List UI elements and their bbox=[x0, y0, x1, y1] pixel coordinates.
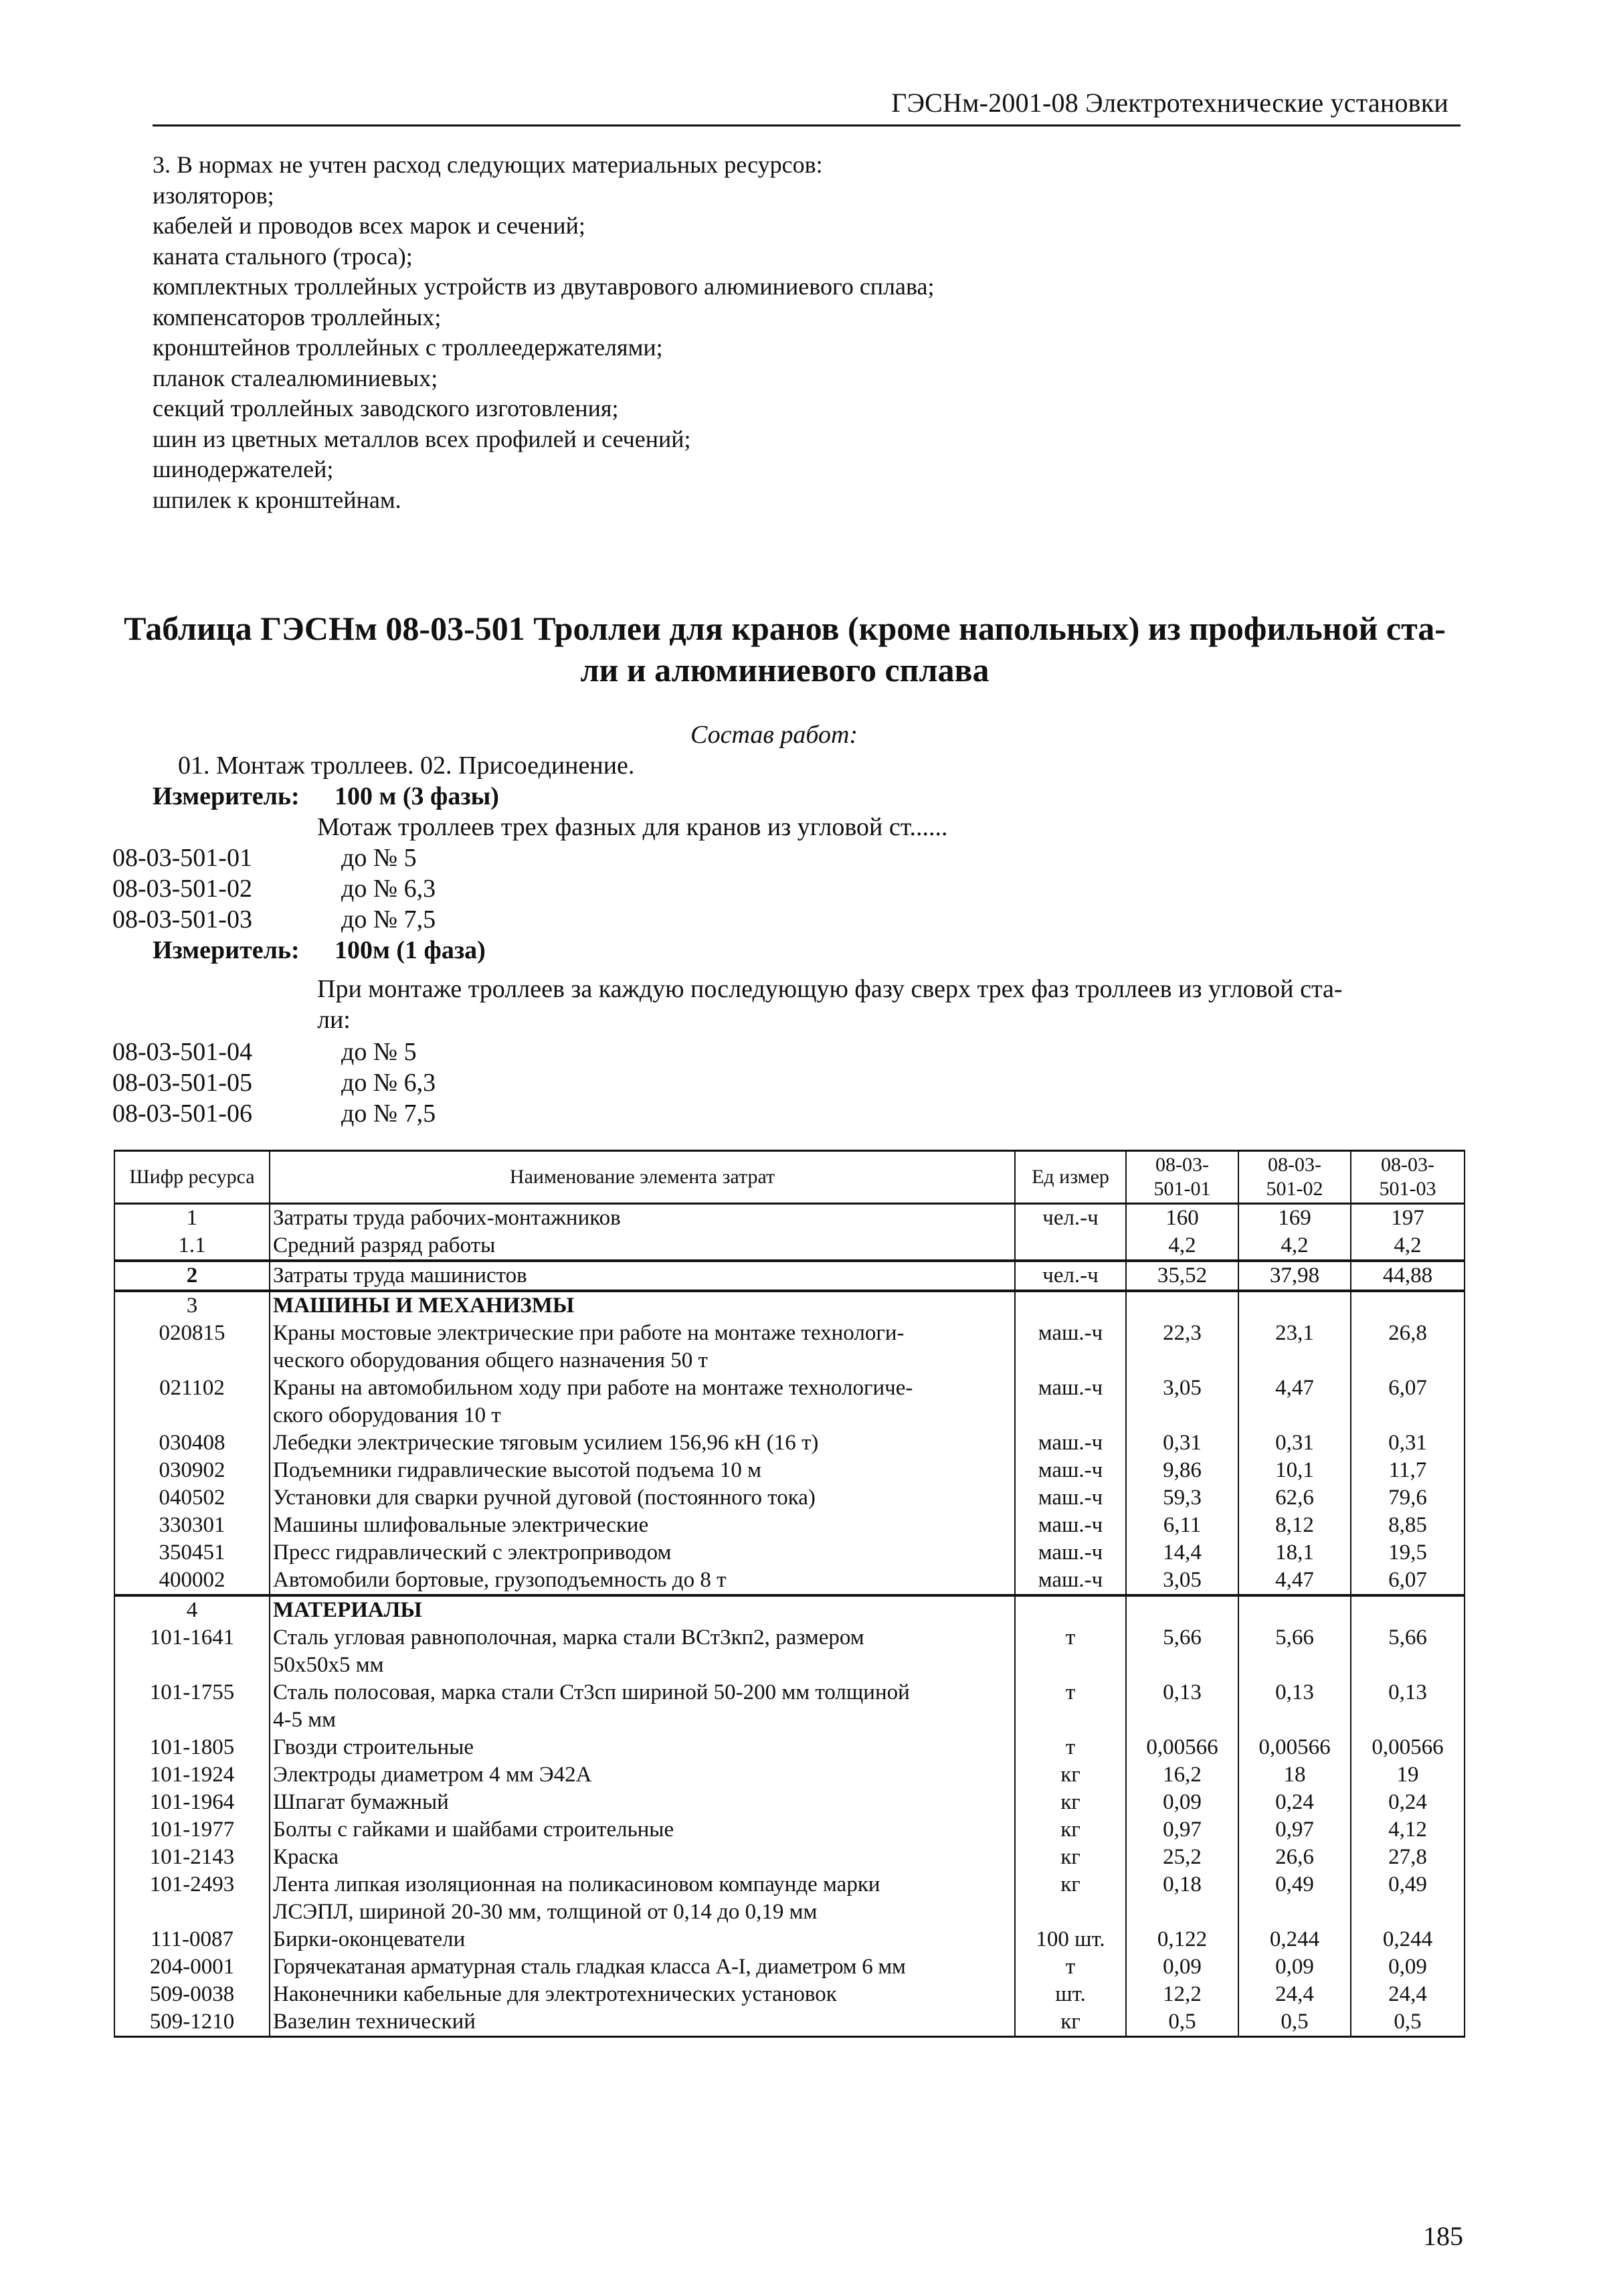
cell-v2: 24,4 bbox=[1238, 1981, 1351, 2008]
cell-v1: 0,13 bbox=[1126, 1679, 1238, 1734]
cell-unit: т bbox=[1015, 1734, 1126, 1761]
cell-v1: 9,86 bbox=[1126, 1457, 1238, 1484]
cell-code: 101-1641 bbox=[114, 1624, 270, 1679]
cell-v2: 26,6 bbox=[1238, 1844, 1351, 1871]
cell-v3: 5,66 bbox=[1351, 1624, 1465, 1679]
cell-v1: 0,31 bbox=[1126, 1429, 1238, 1457]
table-section-row bbox=[114, 1595, 1465, 1624]
table-header-row bbox=[114, 1151, 1465, 1204]
header-unit: Ед измер bbox=[1015, 1151, 1126, 1204]
note-line: кабелей и проводов всех марок и сечений; bbox=[153, 212, 585, 239]
table-row bbox=[114, 1375, 1465, 1429]
cell-v3: 26,8 bbox=[1351, 1320, 1465, 1375]
table-row bbox=[114, 1429, 1465, 1457]
cell-code: 4 bbox=[114, 1595, 270, 1624]
cell-v3: 8,85 bbox=[1351, 1512, 1465, 1539]
note-line: кронштейнов троллейных с троллеедержателями; bbox=[153, 334, 663, 361]
norm-code: 08-03-501-03 bbox=[112, 905, 252, 934]
table-row bbox=[114, 1539, 1465, 1567]
cell-code: 1.1 bbox=[114, 1232, 270, 1261]
header-name: Наименование элемента затрат bbox=[270, 1151, 1015, 1204]
cell-v3 bbox=[1351, 1595, 1465, 1624]
header-col1 bbox=[1126, 1151, 1238, 1204]
cell-code: 350451 bbox=[114, 1539, 270, 1567]
cell-name-line1: Лента липкая изоляционная на поликасиновом компаунде марки bbox=[273, 1872, 880, 1896]
header-col3-b: 501-03 bbox=[1379, 1178, 1436, 1200]
cell-code: 3 bbox=[114, 1291, 270, 1320]
cell-v2: 0,24 bbox=[1238, 1789, 1351, 1816]
cell-v2: 0,97 bbox=[1238, 1816, 1351, 1844]
cell-v1: 16,2 bbox=[1126, 1761, 1238, 1789]
header-col3-a: 08-03- bbox=[1381, 1154, 1434, 1176]
cell-unit: шт. bbox=[1015, 1981, 1126, 2008]
group2-description-line1: При монтаже троллеев за каждую последующую фазу сверх трех фаз троллеев из угловой ста- bbox=[317, 975, 1343, 1003]
norm-code: 08-03-501-04 bbox=[112, 1038, 252, 1066]
cell-code: 101-1924 bbox=[114, 1761, 270, 1789]
cell-v1: 59,3 bbox=[1126, 1484, 1238, 1512]
cell-v3: 6,07 bbox=[1351, 1375, 1465, 1429]
cell-unit: кг bbox=[1015, 1816, 1126, 1844]
table-row bbox=[114, 1204, 1465, 1233]
table-row bbox=[114, 1320, 1465, 1375]
cell-unit: маш.-ч bbox=[1015, 1375, 1126, 1429]
cell-v2: 0,13 bbox=[1238, 1679, 1351, 1734]
cell-v1: 3,05 bbox=[1126, 1375, 1238, 1429]
cell-v3: 0,24 bbox=[1351, 1789, 1465, 1816]
cell-name: Подъемники гидравлические высотой подъема 10 м bbox=[270, 1457, 1015, 1484]
table-row bbox=[114, 1512, 1465, 1539]
cell-name: Краска bbox=[270, 1844, 1015, 1871]
cell-code: 2 bbox=[114, 1261, 270, 1291]
table-row bbox=[114, 1816, 1465, 1844]
cell-unit: маш.-ч bbox=[1015, 1429, 1126, 1457]
cell-name: Автомобили бортовые, грузоподъемность до 8 т bbox=[270, 1567, 1015, 1595]
cell-v1: 0,09 bbox=[1126, 1953, 1238, 1981]
cell-code: 509-1210 bbox=[114, 2008, 270, 2037]
cell-name: Гвозди строительные bbox=[270, 1734, 1015, 1761]
cell-name-line1: Сталь угловая равнополочная, марка стали ВСт3кп2, размером bbox=[273, 1625, 864, 1650]
table-section-row bbox=[114, 1291, 1465, 1320]
cell-name-line1: Сталь полосовая, марка стали Ст3сп шириной 50-200 мм толщиной bbox=[273, 1680, 910, 1704]
cell-v1 bbox=[1126, 1595, 1238, 1624]
table-row bbox=[114, 1871, 1465, 1926]
cell-name: Электроды диаметром 4 мм Э42А bbox=[270, 1761, 1015, 1789]
cell-name: Пресс гидравлический с электроприводом bbox=[270, 1539, 1015, 1567]
table-row bbox=[114, 1457, 1465, 1484]
cell-v2: 0,31 bbox=[1238, 1429, 1351, 1457]
group2-description-line2: ли: bbox=[317, 1006, 351, 1034]
cell-name: Лебедки электрические тяговым усилием 156,96 кН (16 т) bbox=[270, 1429, 1015, 1457]
cell-v3: 79,6 bbox=[1351, 1484, 1465, 1512]
cell-v2: 10,1 bbox=[1238, 1457, 1351, 1484]
cell-unit: маш.-ч bbox=[1015, 1320, 1126, 1375]
cell-v3: 6,07 bbox=[1351, 1567, 1465, 1595]
table-title-line2: ли и алюминиевого сплава bbox=[580, 651, 990, 689]
cell-v2: 0,09 bbox=[1238, 1953, 1351, 1981]
cell-unit: маш.-ч bbox=[1015, 1512, 1126, 1539]
cell-code: 101-2493 bbox=[114, 1871, 270, 1926]
cell-unit: т bbox=[1015, 1679, 1126, 1734]
cell-unit: маш.-ч bbox=[1015, 1567, 1126, 1595]
cell-unit bbox=[1015, 1291, 1126, 1320]
norm-text: до № 7,5 bbox=[341, 905, 436, 934]
notes-block bbox=[153, 150, 935, 515]
group1-description: Мотаж троллеев трех фазных для кранов из угловой ст...... bbox=[317, 813, 948, 841]
section-title: МАШИНЫ И МЕХАНИЗМЫ bbox=[270, 1291, 1015, 1320]
cell-code: 111-0087 bbox=[114, 1926, 270, 1953]
cell-v3: 24,4 bbox=[1351, 1981, 1465, 2008]
cell-v2: 23,1 bbox=[1238, 1320, 1351, 1375]
note-line: каната стального (троса); bbox=[153, 242, 413, 270]
cell-v3: 0,49 bbox=[1351, 1871, 1465, 1926]
cell-v1: 0,09 bbox=[1126, 1789, 1238, 1816]
norm-text: до № 5 bbox=[341, 1038, 417, 1066]
cell-name bbox=[270, 1679, 1015, 1734]
cell-name-line1: Краны на автомобильном ходу при работе на монтаже технологиче- bbox=[273, 1376, 913, 1400]
cell-unit: чел.-ч bbox=[1015, 1204, 1126, 1233]
header-code: Шифр ресурса bbox=[114, 1151, 270, 1204]
cell-v2: 62,6 bbox=[1238, 1484, 1351, 1512]
table-row bbox=[114, 1981, 1465, 2008]
table-row bbox=[114, 1232, 1465, 1261]
cell-v1 bbox=[1126, 1291, 1238, 1320]
cell-name: Затраты труда машинистов bbox=[270, 1261, 1015, 1291]
cell-code: 101-2143 bbox=[114, 1844, 270, 1871]
meter-label-1: Измеритель: bbox=[153, 782, 300, 810]
note-line: компенсаторов троллейных; bbox=[153, 303, 442, 331]
cell-name-line2: 50х50х5 мм bbox=[273, 1653, 384, 1677]
cell-v1: 0,5 bbox=[1126, 2008, 1238, 2037]
cell-code: 101-1977 bbox=[114, 1816, 270, 1844]
norm-text: до № 7,5 bbox=[341, 1099, 436, 1128]
cell-v3 bbox=[1351, 1291, 1465, 1320]
meter-value-1: 100 м (3 фазы) bbox=[335, 782, 499, 810]
cell-v1: 0,97 bbox=[1126, 1816, 1238, 1844]
norm-code: 08-03-501-01 bbox=[112, 844, 252, 872]
cell-v1: 14,4 bbox=[1126, 1539, 1238, 1567]
table-row bbox=[114, 2008, 1465, 2037]
table-row bbox=[114, 1734, 1465, 1761]
table-row bbox=[114, 1789, 1465, 1816]
page-number: 185 bbox=[1423, 2221, 1463, 2251]
cell-v2 bbox=[1238, 1595, 1351, 1624]
cell-unit: кг bbox=[1015, 2008, 1126, 2037]
cell-name bbox=[270, 1320, 1015, 1375]
cell-unit: маш.-ч bbox=[1015, 1484, 1126, 1512]
cell-code: 330301 bbox=[114, 1512, 270, 1539]
cell-unit: т bbox=[1015, 1624, 1126, 1679]
cell-v1: 0,122 bbox=[1126, 1926, 1238, 1953]
cell-v1: 6,11 bbox=[1126, 1512, 1238, 1539]
header-col2 bbox=[1238, 1151, 1351, 1204]
cell-name-line2: ского оборудования 10 т bbox=[273, 1403, 501, 1427]
cell-v3: 0,09 bbox=[1351, 1953, 1465, 1981]
cell-unit: кг bbox=[1015, 1871, 1126, 1926]
cell-v3: 0,5 bbox=[1351, 2008, 1465, 2037]
cell-v2: 8,12 bbox=[1238, 1512, 1351, 1539]
header-col2-b: 501-02 bbox=[1266, 1178, 1323, 1200]
cell-name bbox=[270, 1624, 1015, 1679]
table-row bbox=[114, 1261, 1465, 1291]
cell-name: Вазелин технический bbox=[270, 2008, 1015, 2037]
cell-name: Шпагат бумажный bbox=[270, 1789, 1015, 1816]
meter-value-2: 100м (1 фаза) bbox=[335, 936, 486, 964]
table-row bbox=[114, 1761, 1465, 1789]
note-line: 3. В нормах не учтен расход следующих материальных ресурсов: bbox=[153, 151, 823, 178]
norm-text: до № 5 bbox=[341, 844, 417, 872]
table-row bbox=[114, 1953, 1465, 1981]
cell-v1: 160 bbox=[1126, 1204, 1238, 1233]
cell-v3: 19,5 bbox=[1351, 1539, 1465, 1567]
cell-v1: 4,2 bbox=[1126, 1232, 1238, 1261]
note-line: изоляторов; bbox=[153, 181, 274, 209]
cell-v2: 4,47 bbox=[1238, 1567, 1351, 1595]
cell-v1: 22,3 bbox=[1126, 1320, 1238, 1375]
cell-code: 400002 bbox=[114, 1567, 270, 1595]
table-row bbox=[114, 1567, 1465, 1595]
cell-v1: 35,52 bbox=[1126, 1261, 1238, 1291]
cell-v1: 0,18 bbox=[1126, 1871, 1238, 1926]
cell-name-line2: ЛСЭПЛ, шириной 20-30 мм, толщиной от 0,14 до 0,19 мм bbox=[273, 1900, 818, 1924]
cell-v3: 4,2 bbox=[1351, 1232, 1465, 1261]
cell-v3: 0,31 bbox=[1351, 1429, 1465, 1457]
header-rule bbox=[153, 124, 1461, 126]
cell-v2 bbox=[1238, 1291, 1351, 1320]
cell-v3: 44,88 bbox=[1351, 1261, 1465, 1291]
cell-name: Затраты труда рабочих-монтажников bbox=[270, 1204, 1015, 1233]
cell-v1: 0,00566 bbox=[1126, 1734, 1238, 1761]
cell-unit: 100 шт. bbox=[1015, 1926, 1126, 1953]
table-row bbox=[114, 1484, 1465, 1512]
cell-unit bbox=[1015, 1595, 1126, 1624]
cell-unit: кг bbox=[1015, 1761, 1126, 1789]
cell-code: 040502 bbox=[114, 1484, 270, 1512]
cell-v1: 25,2 bbox=[1126, 1844, 1238, 1871]
cell-unit: маш.-ч bbox=[1015, 1457, 1126, 1484]
cell-name: Наконечники кабельные для электротехнических установок bbox=[270, 1981, 1015, 2008]
meter-label-2: Измеритель: bbox=[153, 936, 300, 964]
cell-code: 204-0001 bbox=[114, 1953, 270, 1981]
table-row bbox=[114, 1926, 1465, 1953]
cell-code: 021102 bbox=[114, 1375, 270, 1429]
table-title bbox=[112, 608, 1457, 691]
cell-v2: 0,244 bbox=[1238, 1926, 1351, 1953]
cell-v2: 169 bbox=[1238, 1204, 1351, 1233]
cell-v3: 19 bbox=[1351, 1761, 1465, 1789]
cell-code: 1 bbox=[114, 1204, 270, 1233]
cell-name: Установки для сварки ручной дуговой (постоянного тока) bbox=[270, 1484, 1015, 1512]
table-title-line1: Таблица ГЭСНм 08-03-501 Троллеи для кранов (кроме напольных) из профильной ста- bbox=[124, 610, 1446, 647]
cell-unit bbox=[1015, 1232, 1126, 1261]
note-line: шпилек к кронштейнам. bbox=[153, 486, 401, 513]
cell-name-line2: ческого оборудования общего назначения 50 т bbox=[273, 1348, 708, 1373]
cell-unit: чел.-ч bbox=[1015, 1261, 1126, 1291]
resource-table bbox=[114, 1150, 1465, 2038]
cell-name: Болты с гайками и шайбами строительные bbox=[270, 1816, 1015, 1844]
cell-v2: 0,00566 bbox=[1238, 1734, 1351, 1761]
note-line: секций троллейных заводского изготовления; bbox=[153, 395, 619, 422]
cell-v3: 197 bbox=[1351, 1204, 1465, 1233]
cell-name: Бирки-оконцеватели bbox=[270, 1926, 1015, 1953]
cell-v2: 18,1 bbox=[1238, 1539, 1351, 1567]
cell-v1: 5,66 bbox=[1126, 1624, 1238, 1679]
cell-code: 101-1805 bbox=[114, 1734, 270, 1761]
header-col1-b: 501-01 bbox=[1153, 1178, 1211, 1200]
cell-v2: 4,2 bbox=[1238, 1232, 1351, 1261]
cell-name-line2: 4-5 мм bbox=[273, 1708, 337, 1732]
cell-v2: 5,66 bbox=[1238, 1624, 1351, 1679]
cell-unit: т bbox=[1015, 1953, 1126, 1981]
running-header: ГЭСНм-2001-08 Электротехнические установки bbox=[891, 88, 1448, 118]
cell-name: Горячекатаная арматурная сталь гладкая класса А-I, диаметром 6 мм bbox=[270, 1953, 1015, 1981]
cell-code: 030408 bbox=[114, 1429, 270, 1457]
cell-name bbox=[270, 1871, 1015, 1926]
section-title: МАТЕРИАЛЫ bbox=[270, 1595, 1015, 1624]
cell-v3: 11,7 bbox=[1351, 1457, 1465, 1484]
cell-code: 020815 bbox=[114, 1320, 270, 1375]
cell-name: Средний разряд работы bbox=[270, 1232, 1015, 1261]
cell-name: Машины шлифовальные электрические bbox=[270, 1512, 1015, 1539]
header-col1-a: 08-03- bbox=[1155, 1154, 1209, 1176]
cell-v1: 12,2 bbox=[1126, 1981, 1238, 2008]
header-col2-a: 08-03- bbox=[1268, 1154, 1321, 1176]
table-row bbox=[114, 1624, 1465, 1679]
note-line: шинодержателей; bbox=[153, 456, 334, 482]
norm-code: 08-03-501-06 bbox=[112, 1099, 252, 1128]
cell-unit: кг bbox=[1015, 1844, 1126, 1871]
note-line: комплектных троллейных устройств из двутаврового алюминиевого сплава; bbox=[153, 273, 935, 300]
header-col3 bbox=[1351, 1151, 1465, 1204]
cell-v1: 3,05 bbox=[1126, 1567, 1238, 1595]
table-row bbox=[114, 1844, 1465, 1871]
cell-v2: 18 bbox=[1238, 1761, 1351, 1789]
note-line: шин из цветных металлов всех профилей и сечений; bbox=[153, 425, 691, 452]
cell-code: 030902 bbox=[114, 1457, 270, 1484]
cell-v2: 0,5 bbox=[1238, 2008, 1351, 2037]
cell-name bbox=[270, 1375, 1015, 1429]
cell-v2: 0,49 bbox=[1238, 1871, 1351, 1926]
cell-code: 509-0038 bbox=[114, 1981, 270, 2008]
cell-v2: 37,98 bbox=[1238, 1261, 1351, 1291]
cell-name-line1: Краны мостовые электрические при работе на монтаже технологи- bbox=[273, 1321, 905, 1345]
cell-v3: 4,12 bbox=[1351, 1816, 1465, 1844]
norm-code: 08-03-501-05 bbox=[112, 1069, 252, 1097]
note-line: планок сталеалюминиевых; bbox=[153, 364, 438, 391]
cell-v3: 0,244 bbox=[1351, 1926, 1465, 1953]
cell-unit: маш.-ч bbox=[1015, 1539, 1126, 1567]
cell-code: 101-1755 bbox=[114, 1679, 270, 1734]
cell-v3: 0,13 bbox=[1351, 1679, 1465, 1734]
cell-unit: кг bbox=[1015, 1789, 1126, 1816]
norm-code: 08-03-501-02 bbox=[112, 875, 252, 903]
cell-code: 101-1964 bbox=[114, 1789, 270, 1816]
norm-text: до № 6,3 bbox=[341, 875, 436, 903]
cell-v2: 4,47 bbox=[1238, 1375, 1351, 1429]
work-text: 01. Монтаж троллеев. 02. Присоединение. bbox=[178, 752, 635, 780]
table-row bbox=[114, 1679, 1465, 1734]
work-heading: Состав работ: bbox=[690, 721, 858, 749]
norm-text: до № 6,3 bbox=[341, 1069, 436, 1097]
cell-v3: 0,00566 bbox=[1351, 1734, 1465, 1761]
cell-v3: 27,8 bbox=[1351, 1844, 1465, 1871]
